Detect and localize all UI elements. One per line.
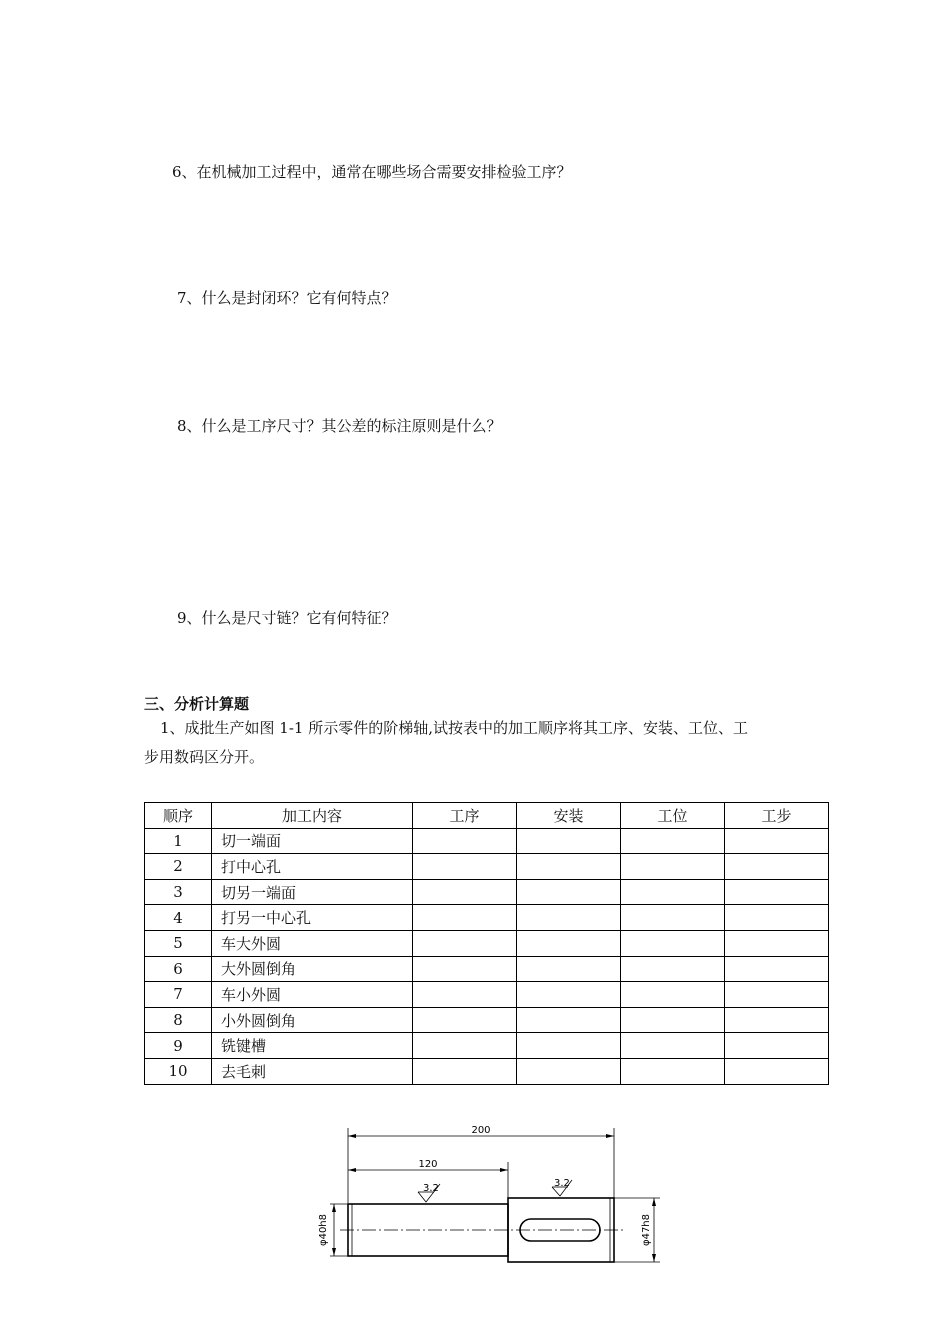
row-order: 10: [145, 1058, 212, 1084]
dimension-total-label: 200: [471, 1125, 491, 1136]
table-row: [145, 982, 829, 1008]
cell-setup: [517, 854, 621, 880]
table-row: [145, 1033, 829, 1059]
cell-station: [621, 930, 725, 956]
cell-station: [621, 956, 725, 982]
cell-step: [725, 828, 829, 854]
arrow-icon: [348, 1134, 356, 1138]
cell-setup: [517, 1007, 621, 1033]
problem-text-line2: 步用数码区分开。: [144, 748, 265, 766]
row-order: 3: [145, 879, 212, 905]
cell-process: [413, 956, 517, 982]
arrow-icon: [348, 1168, 356, 1172]
arrow-icon: [652, 1254, 656, 1262]
header-setup: 安装: [517, 803, 621, 829]
table-row: [145, 956, 829, 982]
question-8: 8、什么是工序尺寸？其公差的标注原则是什么？: [177, 417, 502, 435]
cell-step: [725, 1033, 829, 1059]
cell-step: [725, 982, 829, 1008]
row-order: 1: [145, 828, 212, 854]
row-order: 2: [145, 854, 212, 880]
cell-process: [413, 930, 517, 956]
header-station: 工位: [621, 803, 725, 829]
cell-step: [725, 1007, 829, 1033]
table-row: [145, 879, 829, 905]
header-step: 工步: [725, 803, 829, 829]
cell-process: [413, 982, 517, 1008]
header-process: 工序: [413, 803, 517, 829]
dia-large-label: φ47h8: [641, 1213, 652, 1247]
row-content: 切一端面: [212, 828, 413, 854]
cell-step: [725, 854, 829, 880]
cell-station: [621, 1033, 725, 1059]
question-6: 6、在机械加工过程中，通常在哪些场合需要安排检验工序？: [172, 163, 572, 181]
section-title: 三、分析计算题: [144, 695, 250, 713]
cell-setup: [517, 1058, 621, 1084]
row-content: 铣键槽: [212, 1033, 413, 1059]
cell-setup: [517, 905, 621, 931]
row-content: 切另一端面: [212, 879, 413, 905]
cell-process: [413, 905, 517, 931]
cell-step: [725, 1058, 829, 1084]
arrow-icon: [652, 1198, 656, 1206]
cell-process: [413, 879, 517, 905]
cell-station: [621, 1007, 725, 1033]
cell-process: [413, 1033, 517, 1059]
row-order: 8: [145, 1007, 212, 1033]
cell-setup: [517, 828, 621, 854]
arrow-icon: [332, 1248, 336, 1256]
row-order: 9: [145, 1033, 212, 1059]
cell-station: [621, 982, 725, 1008]
cell-step: [725, 956, 829, 982]
header-order: 顺序: [145, 803, 212, 829]
row-content: 小外圆倒角: [212, 1007, 413, 1033]
cell-setup: [517, 956, 621, 982]
cell-setup: [517, 982, 621, 1008]
row-order: 4: [145, 905, 212, 931]
row-content: 打另一中心孔: [212, 905, 413, 931]
table-row: [145, 1058, 829, 1084]
cell-station: [621, 854, 725, 880]
roughness-right-label: 3.2: [554, 1178, 570, 1189]
cell-setup: [517, 930, 621, 956]
cell-process: [413, 854, 517, 880]
row-content: 车大外圆: [212, 930, 413, 956]
row-content: 打中心孔: [212, 854, 413, 880]
table-row: [145, 930, 829, 956]
table-header-row: [145, 803, 829, 829]
table-row: [145, 828, 829, 854]
stepped-shaft-drawing: [300, 1118, 680, 1278]
cell-process: [413, 1007, 517, 1033]
arrow-icon: [332, 1204, 336, 1212]
row-content: 车小外圆: [212, 982, 413, 1008]
cell-process: [413, 828, 517, 854]
question-9: 9、什么是尺寸链？它有何特征？: [177, 609, 397, 627]
arrow-icon: [606, 1134, 614, 1138]
cell-step: [725, 930, 829, 956]
row-order: 7: [145, 982, 212, 1008]
question-7: 7、什么是封闭环？它有何特点？: [177, 289, 397, 307]
row-content: 大外圆倒角: [212, 956, 413, 982]
cell-station: [621, 828, 725, 854]
dimension-small-label: 120: [418, 1159, 438, 1170]
cell-step: [725, 905, 829, 931]
row-order: 5: [145, 930, 212, 956]
arrow-icon: [500, 1168, 508, 1172]
table-row: [145, 1007, 829, 1033]
cell-setup: [517, 1033, 621, 1059]
cell-process: [413, 1058, 517, 1084]
row-order: 6: [145, 956, 212, 982]
cell-station: [621, 879, 725, 905]
table-row: [145, 905, 829, 931]
cell-station: [621, 1058, 725, 1084]
problem-text-line1: 1、成批生产如图 1-1 所示零件的阶梯轴,试按表中的加工顺序将其工序、安装、工位、工: [160, 719, 749, 737]
header-content: 加工内容: [212, 803, 413, 829]
cell-setup: [517, 879, 621, 905]
cell-station: [621, 905, 725, 931]
dia-small-label: φ40h8: [318, 1213, 329, 1247]
cell-step: [725, 879, 829, 905]
roughness-left-label: 3.2: [423, 1183, 439, 1194]
process-table: [144, 802, 829, 1085]
table-row: [145, 854, 829, 880]
row-content: 去毛刺: [212, 1058, 413, 1084]
